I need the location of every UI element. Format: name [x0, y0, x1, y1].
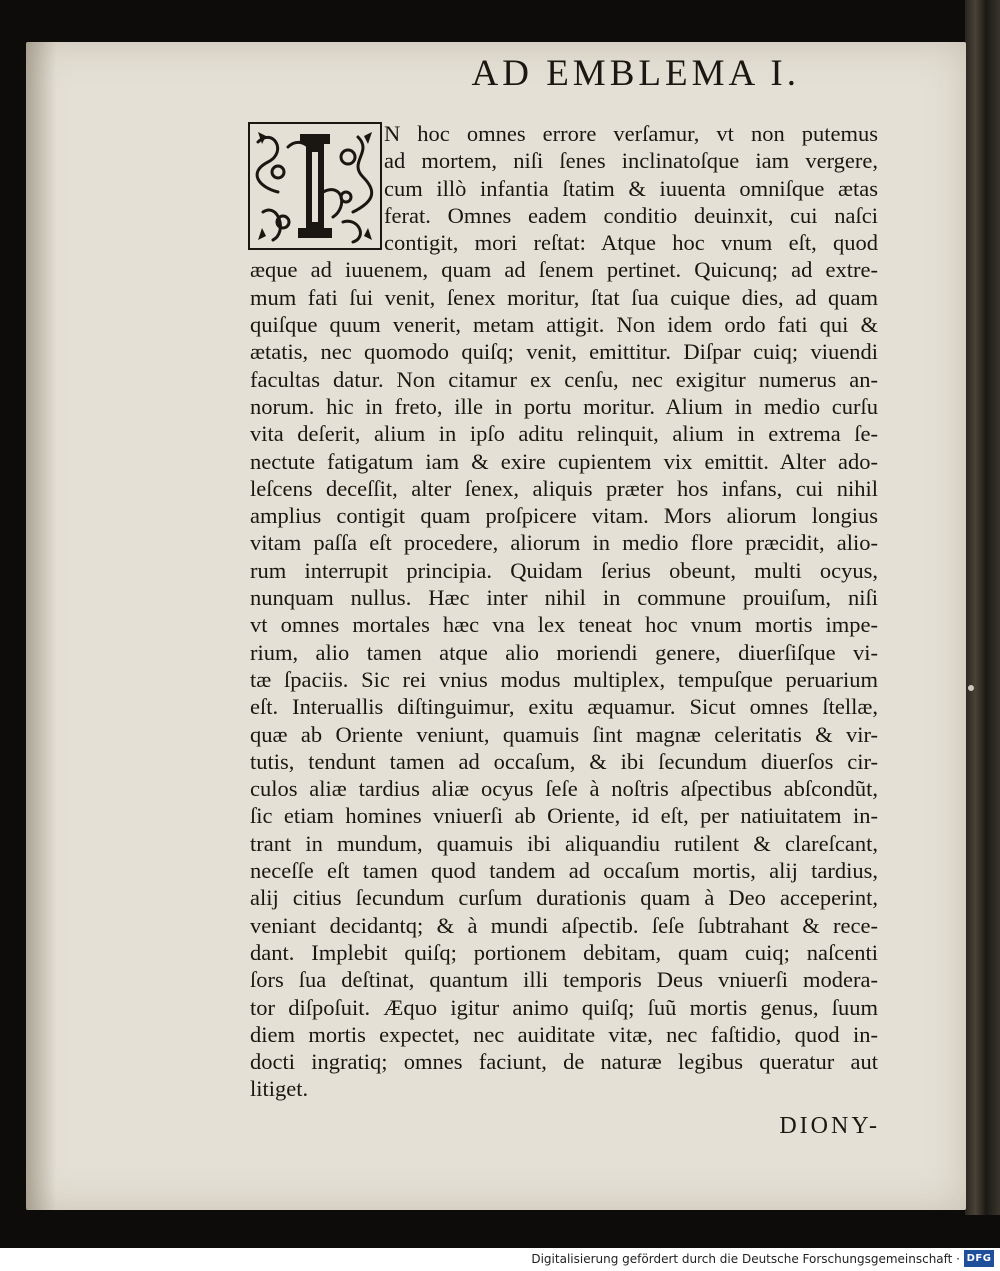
- text-line: ſors ſua deſtinat, quantum illi temporis Deus vniuerſi modera-: [250, 967, 878, 993]
- text-line: quæ ab Oriente veniunt, quamuis ſint magnæ celeritatis & vir-: [250, 721, 878, 747]
- text-line: neceſſe eſt tamen quod tandem ad occaſum mortis, alij tardius,: [250, 858, 878, 884]
- book-edge: [965, 0, 1000, 1215]
- text-line: quiſque quum venerit, metam attigit. Non idem ordo fati qui &: [250, 312, 878, 338]
- text-line: ferat. Omnes eadem conditio deuinxit, cui naſci: [384, 202, 878, 228]
- text-line: rium, alio tamen atque alio moriendi genere, diuerſiſque vi-: [250, 639, 878, 665]
- page-mark-dot: [968, 685, 974, 691]
- text-line: leſcens deceſſit, alter ſenex, aliquis præter hos infans, cui nihil: [250, 475, 878, 501]
- text-line: æque ad iuuenem, quam ad ſenem pertinet. Quicunq; ad extre-: [250, 257, 878, 283]
- text-line: alij citius ſecundum curſum durationis quam à Deo acceperint,: [250, 885, 878, 911]
- text-line: docti ingratiq; omnes faciunt, de naturæ legibus queratur aut: [250, 1049, 878, 1075]
- funding-credit: Digitalisierung gefördert durch die Deutsche Forschungsgemeinschaft ·: [531, 1252, 960, 1266]
- text-line: tor diſpoſuit. Æquo igitur animo quiſq; ſuũ mortis genus, ſuum: [250, 994, 878, 1020]
- text-line: tæ ſpaciis. Sic rei vnius modus multiplex, tempuſque peruarium: [250, 666, 878, 692]
- body-text: [250, 120, 878, 1103]
- text-line: ætatis, nec quomodo quiſq; venit, emittitur. Diſpar cuiq; viuendi: [250, 339, 878, 365]
- text-line: eſt. Interuallis diſtinguimur, exitu æquamur. Sicut omnes ſtellæ,: [250, 694, 878, 720]
- text-line: ad mortem, niſi ſenes inclinatoſque iam vergere,: [384, 148, 878, 174]
- dfg-logo: DFG: [964, 1250, 994, 1267]
- text-line: diem mortis expectet, nec auiditate vitæ, nec faſtidio, quod in-: [250, 1021, 878, 1047]
- text-line: cum illò infantia ſtatim & iuuenta omniſque ætas: [384, 175, 878, 201]
- credit-bar: [0, 1248, 1000, 1271]
- text-line: ſic etiam homines vniuerſi ab Oriente, id eſt, per natiuitatem in-: [250, 803, 878, 829]
- text-line: facultas datur. Non citamur ex cenſu, nec exigitur numerus an-: [250, 366, 878, 392]
- running-head: AD EMBLEMA I.: [471, 53, 800, 94]
- text-line: rum interrupit principia. Quidam ſerius obeunt, multi ocyus,: [250, 557, 878, 583]
- text-line: norum. hic in freto, ille in portu moritur. Alium in medio curſu: [250, 393, 878, 419]
- catchword: DIONY-: [779, 1113, 880, 1139]
- text-line: vt omnes mortales hæc vna lex teneat hoc vnum mortis impe-: [250, 612, 878, 638]
- text-line: mum fati ſui venit, ſenex moritur, ſtat ſua cuique dies, ad quam: [250, 284, 878, 310]
- text-line: vita deſerit, alium in ipſo aditu relinquit, alium in extrema ſe-: [250, 421, 878, 447]
- text-line: veniant decidantq; & à mundi aſpectib. ſeſe ſubtrahant & rece-: [250, 912, 878, 938]
- text-line: litiget.: [250, 1076, 309, 1102]
- text-line: N hoc omnes errore verſamur, vt non putemus: [384, 121, 878, 146]
- text-line: vitam paſſa eſt procedere, aliorum in medio flore præcidit, alio-: [250, 530, 878, 556]
- text-line: contigit, mori reſtat: Atque hoc vnum eſt, quod: [384, 230, 878, 256]
- text-line: culos aliæ tardius aliæ ocyus ſeſe à noſtris aſpectibus abſcondũt,: [250, 776, 878, 802]
- text-line: amplius contigit quam proſpicere vitam. Mors aliorum longius: [250, 503, 878, 529]
- text-line: nectute fatigatum iam & exire cupientem vix emittit. Alter ado-: [250, 448, 878, 474]
- text-line: tutis, tendunt tamen ad occaſum, & ibi ſecundum diuerſos cir-: [250, 748, 878, 774]
- text-line: trant in mundum, quamuis ibi aliquandiu rutilent & clareſcant,: [250, 830, 878, 856]
- text-line: nunquam nullus. Hæc inter nihil in commune prouiſum, niſi: [250, 585, 878, 611]
- text-line: dant. Implebit quiſq; portionem debitam, quam cuiq; naſcenti: [250, 939, 878, 965]
